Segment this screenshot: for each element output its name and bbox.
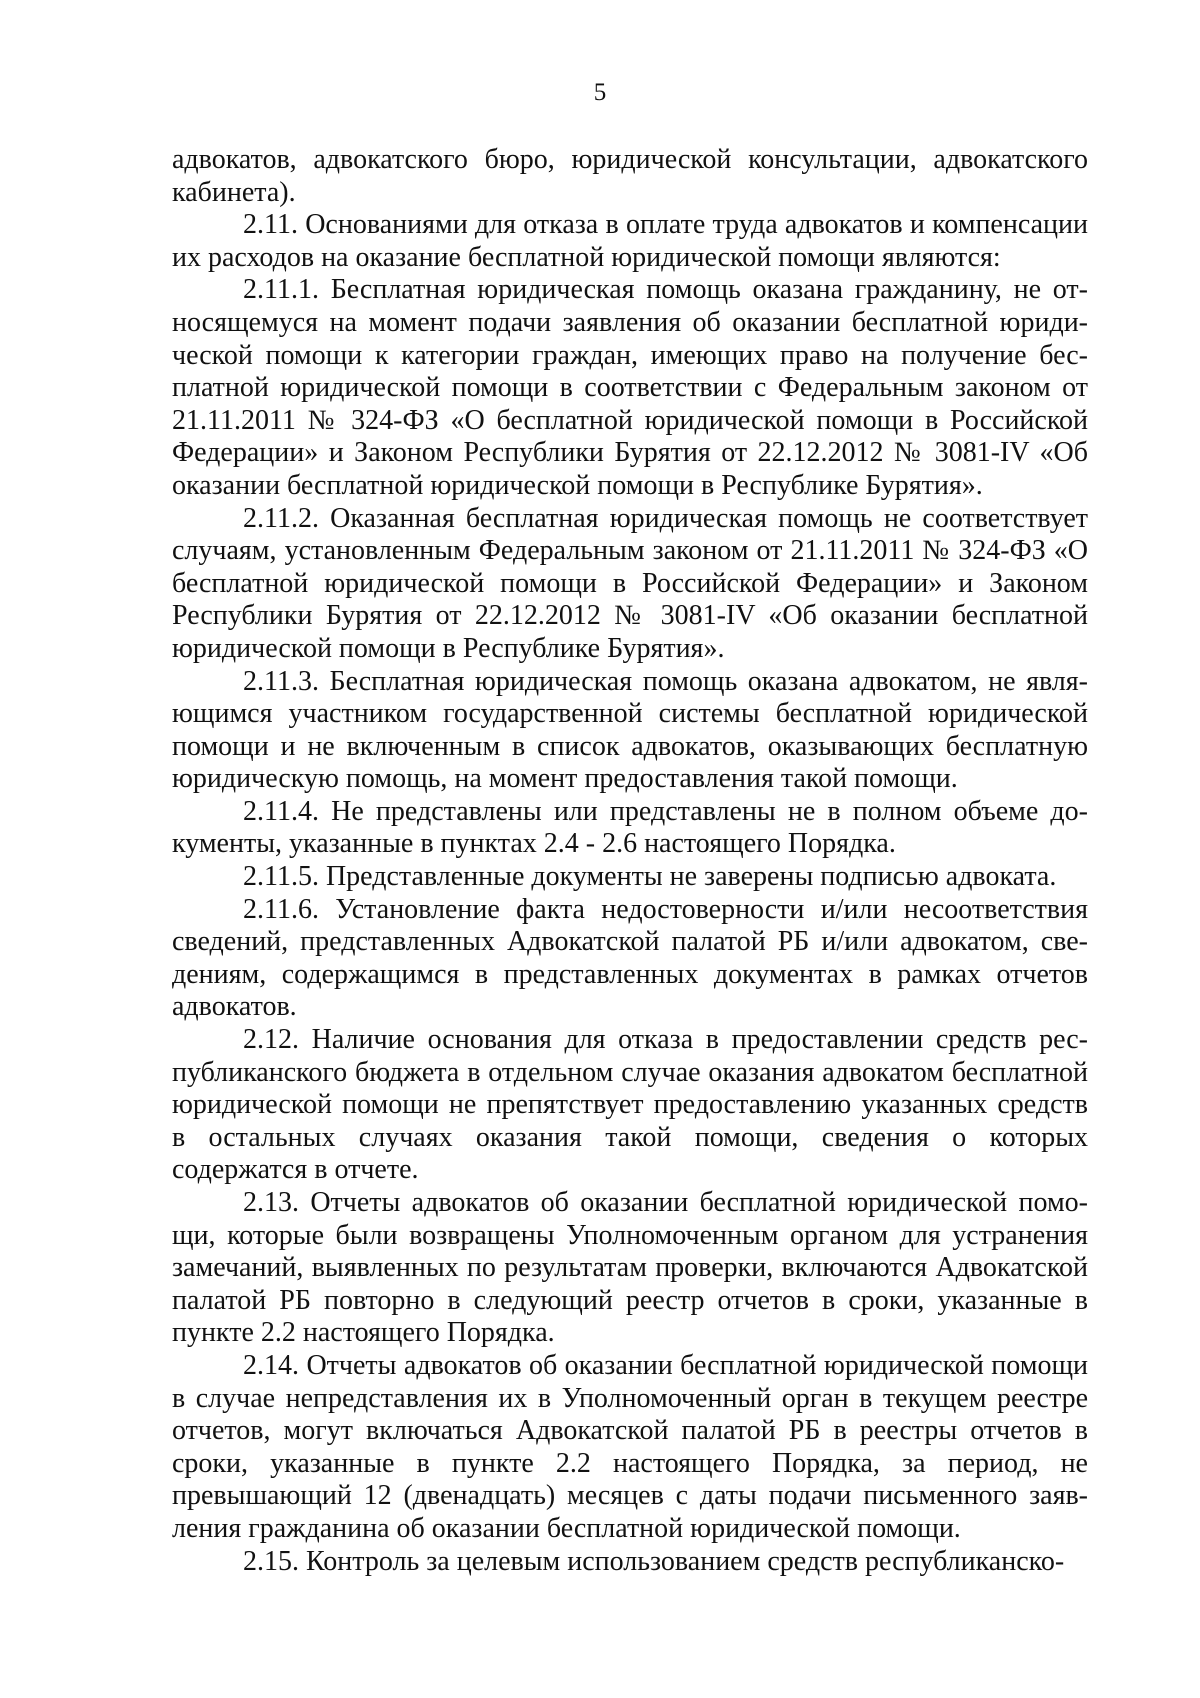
paragraph-2-11-2: 2.11.2. Оказанная бесплатная юридическая помощь не соответствует случаям, установленным Федеральным законом от 21.11.2011 № 324-ФЗ «О бесплатной юридической помощи в Российской Федерации» и Законом Республики Бурятия от 22.12.2012 № 3081-IV «Об оказании бесплатной юридической помощи в Республике Бурятия». bbox=[172, 502, 1088, 664]
paragraph-2-15: 2.15. Контроль за целевым использованием средств республиканско- bbox=[243, 1545, 1065, 1577]
paragraph-2-11-6: 2.11.6. Установление факта недостоверности и/или несоответствия сведений, представленных Адвокатской палатой РБ и/или адвокатом, сведениям, содержащимся в представленных документах в рамках отчетов адвокатов. bbox=[172, 893, 1088, 1023]
paragraph-2-12: 2.12. Наличие основания для отказа в предоставлении средств республиканского бюджета в отдельном случае оказания адвокатом бесплатной юридической помощи не препятствует предоставлению указанных средств в остальных случаях оказания такой помощи, сведения о которых содержатся в отчете. bbox=[172, 1024, 1088, 1186]
document-body bbox=[172, 144, 1088, 1578]
paragraph-continuation: адвокатов, адвокатского бюро, юридической консультации, адвокатского кабинета). bbox=[172, 144, 1088, 208]
paragraph-2-11-5: 2.11.5. Представленные документы не заверены подписью адвоката. bbox=[243, 861, 1057, 893]
paragraph-2-11-3: 2.11.3. Бесплатная юридическая помощь оказана адвокатом, не являющимся участником государственной системы бесплатной юридической помощи и не включенным в список адвокатов, оказывающих бесплатную юридическую помощь, на момент предоставления такой помощи. bbox=[172, 665, 1088, 795]
page-number: 5 bbox=[593, 79, 607, 106]
paragraph-2-13: 2.13. Отчеты адвокатов об оказании бесплатной юридической помощи, которые были возвращены Уполномоченным органом для устранения замечаний, выявленных по результатам проверки, включаются Адвокатской палатой РБ повторно в следующий реестр отчетов в сроки, указанные в пункте 2.2 настоящего Порядка. bbox=[172, 1187, 1088, 1349]
paragraph-2-11: 2.11. Основаниями для отказа в оплате труда адвокатов и компенсации их расходов на оказание бесплатной юридической помощи являются: bbox=[172, 209, 1088, 273]
paragraph-2-11-1: 2.11.1. Бесплатная юридическая помощь оказана гражданину, не относящемуся на момент подачи заявления об оказании бесплатной юридической помощи к категории граждан, имеющих право на получение бесплатной юридической помощи в соответствии с Федеральным законом от 21.11.2011 № 324-ФЗ «О бесплатной юридической помощи в Российской Федерации» и Законом Республики Бурятия от 22.12.2012 № 3081-IV «Об оказании бесплатной юридической помощи в Республике Бурятия». bbox=[172, 274, 1088, 501]
paragraph-2-14: 2.14. Отчеты адвокатов об оказании бесплатной юридической помощи в случае непредставления их в Уполномоченный орган в текущем реестре отчетов, могут включаться Адвокатской палатой РБ в реестры отчетов в сроки, указанные в пункте 2.2 настоящего Порядка, за период, не превышающий 12 (двенадцать) месяцев с даты подачи письменного заявления гражданина об оказании бесплатной юридической помощи. bbox=[172, 1349, 1088, 1544]
paragraph-2-11-4: 2.11.4. Не представлены или представлены не в полном объеме документы, указанные в пунктах 2.4 - 2.6 настоящего Порядка. bbox=[172, 795, 1088, 860]
